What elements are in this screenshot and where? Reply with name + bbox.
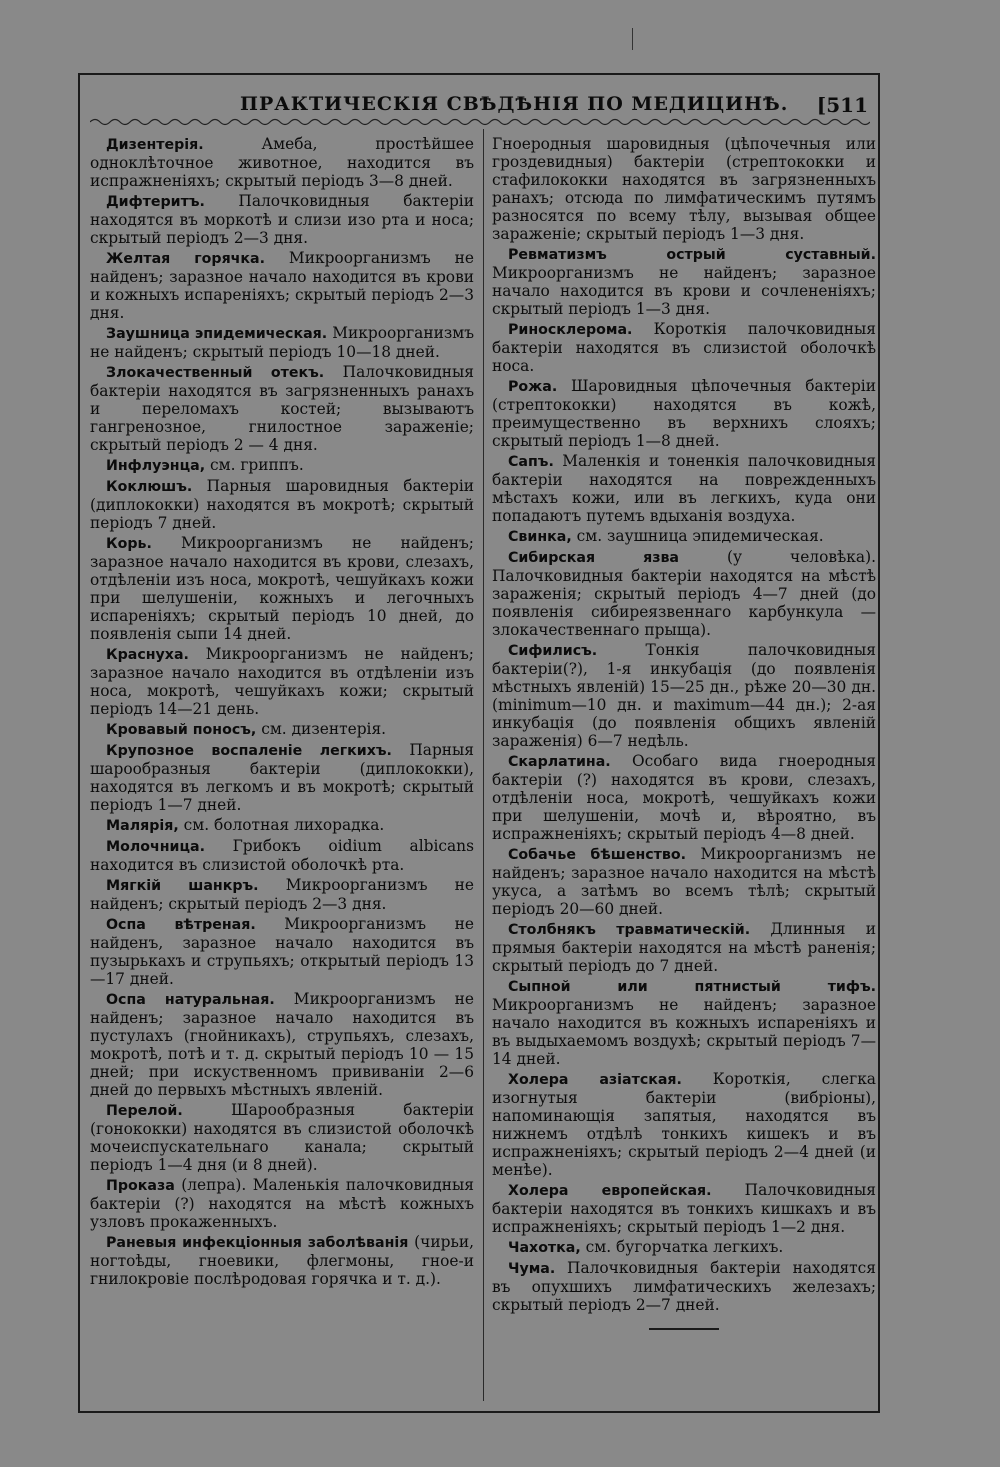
entry bbox=[90, 990, 474, 1099]
entry bbox=[492, 977, 876, 1068]
entry bbox=[90, 534, 474, 643]
entry-text: Парныя шаровидныя бактеріи (диплококки) находятся въ мокротѣ; скрытый періодъ 7 дней. bbox=[90, 477, 474, 532]
entry-term: Холера азіатская. bbox=[508, 1072, 682, 1088]
entry bbox=[90, 915, 474, 988]
entry-term: Сибирская язва bbox=[508, 550, 680, 566]
entry bbox=[492, 1238, 876, 1257]
entry-text: см. гриппъ. bbox=[205, 456, 304, 474]
entry bbox=[90, 456, 474, 475]
entry-term: Столбнякъ травматическій. bbox=[508, 922, 751, 938]
entry-text: Палочковидныя бактеріи находятся въ моркотѣ и слизи изо рта и носа; скрытый періодъ 2—3 дня. bbox=[90, 192, 474, 247]
entry-continued bbox=[492, 135, 876, 243]
entry-text: Шаровидныя цѣпочечныя бактеріи (стрептококки) находятся въ кожѣ, преимущественно въ верхнихъ слояхъ; скрытый періодъ 1—8 дней. bbox=[492, 377, 876, 450]
entry-term: Оспа натуральная. bbox=[106, 992, 275, 1008]
entry-text: Микроорганизмъ не найденъ; скрытый періодъ 2—3 дня. bbox=[90, 876, 475, 913]
entry-text: Грибокъ oidium albicans находится въ слизистой оболочкѣ рта. bbox=[90, 837, 474, 874]
entry bbox=[90, 324, 474, 361]
entry-text: Тонкія палочковидныя бактеріи(?), 1-я инкубація (до появленія мѣстныхъ явленій) 15—25 дн., рѣже 20—30 дн. (minimum—10 дн. и maximum—44 дн.); 2-ая инкубація (до появленія общихъ явленій зараженія) 6—7 недѣль. bbox=[492, 641, 876, 750]
entry bbox=[492, 920, 876, 975]
entry-text: Шарообразныя бактеріи (гонококки) находятся въ слизистой оболочкѣ мочеиспускательнаго канала; скрытый періодъ 1—4 дня (и 8 дней). bbox=[90, 1101, 474, 1174]
entry bbox=[90, 816, 474, 835]
entry bbox=[492, 1259, 876, 1314]
entry-text: Микроорганизмъ не найденъ; заразное начало находится въ пустулахъ (гнойникахъ), струпьяхъ, слезахъ, мокротѣ, потѣ и т. д. скрытый періодъ 10 — 15 дней; при искуственномъ прививаніи 2—6 дней до первыхъ мѣстныхъ явленій. bbox=[90, 990, 475, 1099]
entry-term: Проказа bbox=[106, 1178, 175, 1194]
entry bbox=[492, 641, 876, 750]
book-page bbox=[78, 73, 880, 1413]
entry-text: Палочковидныя бактеріи находятся въ загрязненныхъ ранахъ и переломахъ костей; вызываютъ гангренозное, гнилостное зараженіе; скрытый періодъ 2 — 4 дня. bbox=[90, 363, 474, 454]
entry-text: см. заушница эпидемическая. bbox=[571, 527, 824, 545]
column-divider bbox=[483, 129, 484, 1401]
entry-term: Чума. bbox=[508, 1261, 556, 1277]
entry-term: Дифтеритъ. bbox=[106, 194, 205, 210]
entry bbox=[492, 245, 876, 318]
entry-term: Сыпной или пятнистый тифъ. bbox=[508, 979, 876, 995]
entry-term: Сифилисъ. bbox=[508, 643, 598, 659]
entry bbox=[492, 845, 876, 918]
entry-text: Короткія, слегка изогнутыя бактеріи (вибріоны), напоминающія запятыя, находятся въ нижнемъ отдѣлѣ тонкихъ кишекъ и въ испражненіяхъ; скрытый періодъ 2—4 дней (и менѣе). bbox=[492, 1070, 876, 1179]
entry-text: Микроорганизмъ не найденъ; заразное начало находится на мѣстѣ укуса, а затѣмъ во всемъ тѣлѣ; скрытый періодъ 20—60 дней. bbox=[492, 845, 877, 918]
wavy-rule bbox=[90, 117, 870, 127]
entry-term: Молочница. bbox=[106, 839, 205, 855]
entry-term: Собачье бѣшенство. bbox=[508, 847, 687, 863]
entry-term: Краснуха. bbox=[106, 647, 189, 663]
entry bbox=[90, 249, 474, 322]
entry-text: Микроорганизмъ не найденъ; скрытый періодъ 10—18 дней. bbox=[90, 324, 474, 361]
entry bbox=[90, 192, 474, 247]
entry bbox=[90, 741, 474, 814]
entry-term: Малярія, bbox=[106, 818, 179, 834]
entry bbox=[90, 837, 474, 874]
entry-term: Перелой. bbox=[106, 1103, 183, 1119]
entry-text: Короткія палочковидныя бактеріи находятся въ слизистой оболочкѣ носа. bbox=[492, 320, 876, 375]
entry-text: (чирьи, ногтоѣды, гноевики, флегмоны, гное-и гнилокровіе послѣродовая горячка и т. д.). bbox=[90, 1233, 474, 1288]
entry bbox=[492, 377, 876, 450]
entry bbox=[492, 527, 876, 546]
entry bbox=[90, 363, 474, 454]
entry-text: Микроорганизмъ не найденъ; заразное начало находится въ крови и кожныхъ испареніяхъ; скрытый періодъ 2—3 дня. bbox=[90, 249, 475, 322]
right-column bbox=[492, 135, 876, 1330]
entry-term: Злокачественный отекъ. bbox=[106, 365, 325, 381]
entry-text: Маленкія и тоненкія палочковидныя бактеріи находятся на поврежденныхъ мѣстахъ кожи, или въ легкихъ, куда они попадаютъ путемъ вдыханія воздуха. bbox=[492, 452, 876, 525]
entry bbox=[492, 1181, 876, 1236]
entry bbox=[492, 320, 876, 375]
entry-text: см. дизентерія. bbox=[256, 720, 387, 738]
entry-text: Микроорганизмъ не найденъ, заразное начало находится въ пузырькахъ и струпьяхъ; открытый періодъ 13—17 дней. bbox=[90, 915, 474, 988]
page-title: ПРАКТИЧЕСКІЯ СВѢДѢНІЯ ПО МЕДИЦИНѢ. bbox=[240, 93, 789, 115]
entry bbox=[492, 752, 876, 843]
entry-term: Холера европейская. bbox=[508, 1183, 712, 1199]
entry-text: Микроорганизмъ не найденъ; заразное начало находится въ крови и сочлененіяхъ; скрытый періодъ 1—3 дня. bbox=[492, 264, 876, 318]
entry-text: Палочковидныя бактеріи находятся въ тонкихъ кишкахъ и въ испражненіяхъ; скрытый періодъ 1—2 дня. bbox=[492, 1181, 876, 1236]
entry-term: Риносклерома. bbox=[508, 322, 633, 338]
entry-term: Рожа. bbox=[508, 379, 558, 395]
entry-term: Дизентерія. bbox=[106, 137, 204, 153]
entry-term: Инфлуэнца, bbox=[106, 458, 206, 474]
entry bbox=[492, 548, 876, 639]
entry-term: Заушница эпидемическая. bbox=[106, 326, 328, 342]
left-column bbox=[90, 135, 474, 1290]
page-number: [511 bbox=[816, 93, 868, 117]
entry-text: Гноеродныя шаровидныя (цѣпочечныя или гроздевидныя) бактеріи (стрептококки и стафилококки находятся въ загрязненныхъ ранахъ; отсюда по лимфатическимъ путямъ разносятся по всему тѣлу, вызывая общее зараженіе; скрытый періодъ 1—3 дня. bbox=[492, 135, 876, 243]
entry bbox=[90, 135, 474, 190]
entry-text: Амеба, простѣйшее одноклѣточное животное, находится въ испражненіяхъ; скрытый періодъ 3—8 дней. bbox=[90, 135, 474, 190]
entry-term: Кровавый поносъ, bbox=[106, 722, 257, 738]
end-rule bbox=[649, 1328, 719, 1330]
entry bbox=[492, 1070, 876, 1179]
entry bbox=[90, 1233, 474, 1288]
entry bbox=[90, 1101, 474, 1174]
entry bbox=[90, 477, 474, 532]
entry-term: Крупозное воспаленіе легкихъ. bbox=[106, 743, 392, 759]
entry-term: Раневыя инфекціонныя заболѣванія bbox=[106, 1235, 409, 1251]
entry-term: Корь. bbox=[106, 536, 152, 552]
entry-term: Скарлатина. bbox=[508, 754, 611, 770]
entry-term: Ревматизмъ острый суставный. bbox=[508, 247, 876, 263]
entry-term: Мягкій шанкръ. bbox=[106, 878, 259, 894]
entry-term: Коклюшъ. bbox=[106, 479, 193, 495]
entry-text: Микроорганизмъ не найденъ; заразное начало находится въ крови, слезахъ, отдѣленіи изъ носа, мокротѣ, чешуйкахъ кожи при шелушеніи, кожныхъ и легочныхъ испареніяхъ; скрытый періодъ 10 дней, до появленія сыпи 14 дней. bbox=[90, 534, 474, 643]
entry-text: см. болотная лихорадка. bbox=[178, 816, 385, 834]
entry-text: Микроорганизмъ не найденъ; заразное начало находится въ кожныхъ испареніяхъ и въ выдыхаемомъ воздухѣ; скрытый періодъ 7—14 дней. bbox=[492, 996, 876, 1068]
entry bbox=[90, 1176, 474, 1231]
entry-term: Сапъ. bbox=[508, 454, 554, 470]
entry-text: (у человѣка). Палочковидныя бактеріи находятся на мѣстѣ зараженія; скрытый періодъ 4—7 дней (до появленія сибиреязвеннаго карбункула — злокачественнаго прыща). bbox=[492, 548, 876, 639]
entry-text: Микроорганизмъ не найденъ; заразное начало находится въ отдѣленіи изъ носа, мокротѣ, чешуйкахъ кожи; скрытый періодъ 14—21 день. bbox=[90, 645, 474, 718]
entry-term: Желтая горячка. bbox=[106, 251, 266, 267]
entry-text: (лепра). Маленькія палочковидныя бактеріи (?) находятся на мѣстѣ кожныхъ узловъ прокаженныхъ. bbox=[90, 1176, 474, 1231]
entry-term: Свинка, bbox=[508, 529, 572, 545]
scan-edge-mark bbox=[632, 28, 633, 50]
entry-text: Парныя шарообразныя бактеріи (диплококки), находятся въ легкомъ и въ мокротѣ; скрытый періодъ 1—7 дней. bbox=[90, 741, 475, 814]
entry bbox=[90, 876, 474, 913]
entry-term: Чахотка, bbox=[508, 1240, 581, 1256]
entry bbox=[90, 645, 474, 718]
entry bbox=[90, 720, 474, 739]
entry-text: Палочковидныя бактеріи находятся въ опухшихъ лимфатическихъ железахъ; скрытый періодъ 2—7 дней. bbox=[492, 1259, 876, 1314]
entry-term: Оспа вѣтреная. bbox=[106, 917, 256, 933]
entry bbox=[492, 452, 876, 525]
entry-text: Длинныя и прямыя бактеріи находятся на мѣстѣ раненія; скрытый періодъ до 7 дней. bbox=[492, 920, 876, 975]
entry-text: Особаго вида гноеродныя бактеріи (?) находятся въ крови, слезахъ, отдѣленіи носа, мокротѣ, чешуйкахъ кожи при шелушеніи, мочѣ и, вѣроятно, въ испражненіяхъ; скрытый періодъ 4—8 дней. bbox=[492, 752, 876, 843]
entry-text: см. бугорчатка легкихъ. bbox=[580, 1238, 784, 1256]
